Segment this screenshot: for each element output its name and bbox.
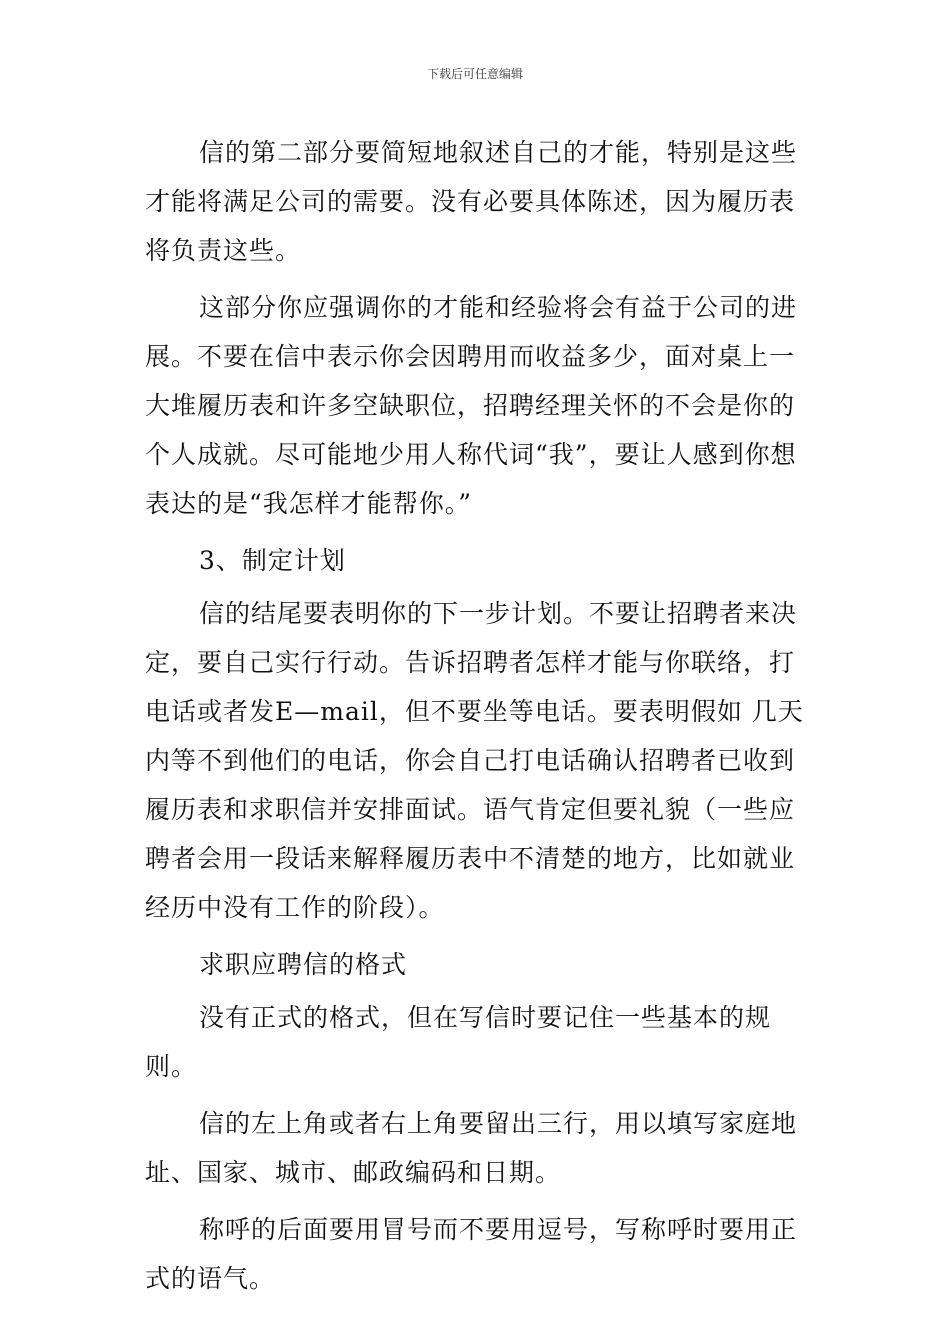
document-body [145, 128, 810, 1311]
paragraph-emphasis: 这部分你应强调你的才能和经验将会有益于公司的进展。不要在信中表示你会因聘用而收益多少，面对桌上一大堆履历表和许多空缺职位，招聘经理关怀的不会是你的个人成就。尽可能地少用人称代词“我”，要让人感到你想表达的是“我怎样才能帮你。” [145, 293, 798, 518]
paragraph-closing-plan: 信的结尾要表明你的下一步计划。不要让招聘者来决定，要自己实行行动。告诉招聘者怎样才能与你联络，打电话或者发E—mail，但不要坐等电话。要表明假如 几天内等不到他们的电话，你会自己打电话确认招聘者已收到履历表和求职信并安排面试。语气肯定但要礼貌（一些应聘者会用一段话来解释履历表中不清楚的地方，比如就业经历中没有工作的阶段）。 [145, 599, 804, 922]
paragraph-no-format: 没有正式的格式，但在写信时要记住一些基本的规则。 [145, 1003, 772, 1081]
section-heading-format: 求职应聘信的格式 [199, 950, 408, 979]
page-header-note: 下载后可任意编辑 [426, 67, 523, 81]
paragraph-salutation: 称呼的后面要用冒号而不要用逗号，写称呼时要用正式的语气。 [145, 1215, 798, 1293]
paragraph-address-lines: 信的左上角或者右上角要留出三行，用以填写家庭地址、国家、城市、邮政编码和日期。 [145, 1109, 798, 1187]
paragraph-skills: 信的第二部分要简短地叙述自己的才能，特别是这些才能将满足公司的需要。没有必要具体陈述，因为履历表将负责这些。 [145, 138, 798, 265]
section-heading-plan: 3、制定计划 [199, 546, 346, 575]
